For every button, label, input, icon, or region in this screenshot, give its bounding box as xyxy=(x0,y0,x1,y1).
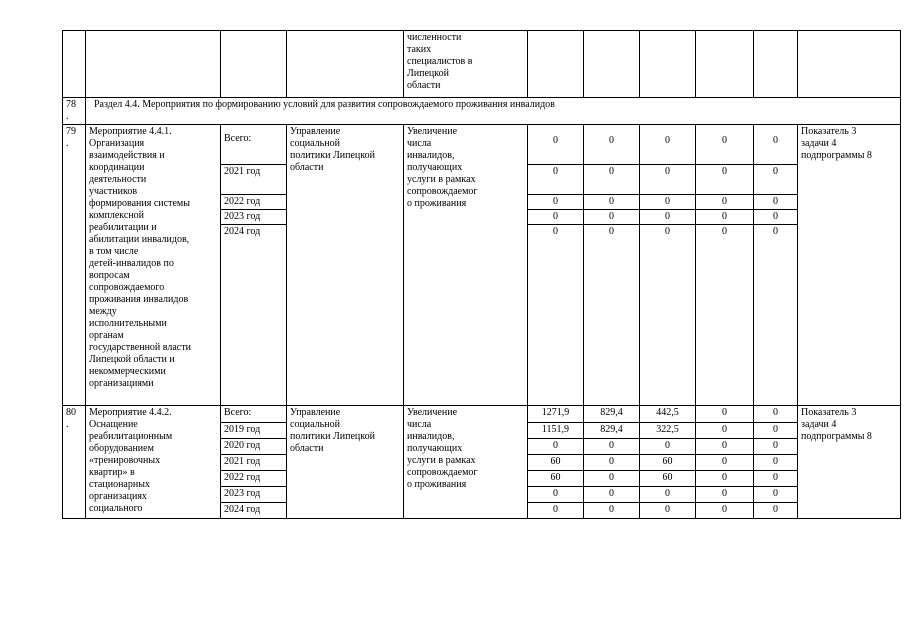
value-cell: 0 xyxy=(754,503,798,519)
value-cell: 829,4 xyxy=(584,406,640,423)
row-number: 80 . xyxy=(63,406,86,519)
cell-v2 xyxy=(584,31,640,98)
value-cell: 0 xyxy=(696,487,754,503)
value-cell: 60 xyxy=(640,455,696,471)
value-cell: 0 xyxy=(584,165,640,195)
section-title: Раздел 4.4. Мероприятия по формированию условий для развития сопровождаемого проживания инвалидов xyxy=(86,98,901,125)
value-cell: 0 xyxy=(696,210,754,225)
table-row-80-total xyxy=(63,406,901,423)
year-label: 2021 год xyxy=(221,165,287,195)
value-cell: 1151,9 xyxy=(528,423,584,439)
value-cell: 0 xyxy=(754,125,798,165)
value-cell: 829,4 xyxy=(584,423,640,439)
continuation-row xyxy=(63,31,901,98)
year-label: 2020 год xyxy=(221,439,287,455)
indicator: Показатель 3 задачи 4 подпрограммы 8 xyxy=(798,125,901,406)
year-label: 2022 год xyxy=(221,195,287,210)
program-table xyxy=(62,30,901,519)
expected-result: Увеличение числа инвалидов, получающих услуги в рамках сопровождаемог о проживания xyxy=(404,125,528,406)
year-label: 2019 год xyxy=(221,423,287,439)
year-label: Всего: xyxy=(221,406,287,423)
year-label: 2022 год xyxy=(221,471,287,487)
value-cell: 60 xyxy=(528,455,584,471)
value-cell: 0 xyxy=(640,225,696,406)
value-cell: 0 xyxy=(528,210,584,225)
value-cell: 0 xyxy=(640,165,696,195)
cell-executor xyxy=(287,31,404,98)
table-row-79-total xyxy=(63,125,901,165)
value-cell: 0 xyxy=(696,503,754,519)
year-label: 2024 год xyxy=(221,503,287,519)
value-cell: 0 xyxy=(584,210,640,225)
year-label: 2021 год xyxy=(221,455,287,471)
value-cell: 0 xyxy=(696,455,754,471)
value-cell: 0 xyxy=(754,455,798,471)
year-label: 2024 год xyxy=(221,225,287,406)
value-cell: 0 xyxy=(584,487,640,503)
value-cell: 1271,9 xyxy=(528,406,584,423)
value-cell: 0 xyxy=(584,439,640,455)
row-number: 79 . xyxy=(63,125,86,406)
value-cell: 0 xyxy=(528,225,584,406)
cell-num xyxy=(63,31,86,98)
cell-v4 xyxy=(696,31,754,98)
value-cell: 0 xyxy=(584,471,640,487)
cell-v3 xyxy=(640,31,696,98)
value-cell: 60 xyxy=(528,471,584,487)
value-cell: 0 xyxy=(528,195,584,210)
cell-measure: численности таких специалистов в Липецкой области xyxy=(404,31,528,98)
value-cell: 0 xyxy=(696,406,754,423)
value-cell: 0 xyxy=(528,165,584,195)
value-cell: 0 xyxy=(640,195,696,210)
value-cell: 0 xyxy=(640,439,696,455)
year-label: 2023 год xyxy=(221,487,287,503)
value-cell: 0 xyxy=(640,487,696,503)
value-cell: 0 xyxy=(754,439,798,455)
section-row-78 xyxy=(63,98,901,125)
value-cell: 0 xyxy=(696,423,754,439)
value-cell: 0 xyxy=(754,423,798,439)
value-cell: 0 xyxy=(528,439,584,455)
value-cell: 0 xyxy=(696,225,754,406)
value-cell: 0 xyxy=(754,210,798,225)
value-cell: 0 xyxy=(696,195,754,210)
value-cell: 0 xyxy=(584,503,640,519)
value-cell: 0 xyxy=(754,165,798,195)
expected-result: Увеличение числа инвалидов, получающих услуги в рамках сопровождаемог о проживания xyxy=(404,406,528,519)
value-cell: 0 xyxy=(584,225,640,406)
cell-v1 xyxy=(528,31,584,98)
value-cell: 0 xyxy=(640,503,696,519)
cell-indicator xyxy=(798,31,901,98)
value-cell: 0 xyxy=(696,439,754,455)
value-cell: 0 xyxy=(640,125,696,165)
value-cell: 0 xyxy=(754,487,798,503)
measure-name: Мероприятие 4.4.2. Оснащение реабилитационным оборудованием «тренировочных квартир» в стационарных организациях социального xyxy=(86,406,221,519)
year-label: Всего: xyxy=(221,125,287,165)
cell-v5 xyxy=(754,31,798,98)
value-cell: 0 xyxy=(528,125,584,165)
value-cell: 0 xyxy=(754,471,798,487)
value-cell: 0 xyxy=(528,503,584,519)
indicator: Показатель 3 задачи 4 подпрограммы 8 xyxy=(798,406,901,519)
value-cell: 0 xyxy=(640,210,696,225)
year-label: 2023 год xyxy=(221,210,287,225)
value-cell: 442,5 xyxy=(640,406,696,423)
value-cell: 0 xyxy=(528,487,584,503)
value-cell: 0 xyxy=(754,225,798,406)
value-cell: 60 xyxy=(640,471,696,487)
value-cell: 0 xyxy=(754,195,798,210)
executor: Управление социальной политики Липецкой области xyxy=(287,406,404,519)
value-cell: 0 xyxy=(754,406,798,423)
cell-name xyxy=(86,31,221,98)
value-cell: 0 xyxy=(696,471,754,487)
value-cell: 322,5 xyxy=(640,423,696,439)
value-cell: 0 xyxy=(696,165,754,195)
value-cell: 0 xyxy=(696,125,754,165)
value-cell: 0 xyxy=(584,455,640,471)
value-cell: 0 xyxy=(584,195,640,210)
measure-name: Мероприятие 4.4.1. Организация взаимодействия и координации деятельности участников формирования системы комплексной реабилитации и абилитации инвалидов, в том числе детей-инвалидов по вопросам сопровождаемого проживания инвалидов между исполнительными органам государственной власти Липецкой области и некоммерческими организациями xyxy=(86,125,221,406)
executor: Управление социальной политики Липецкой области xyxy=(287,125,404,406)
row-number: 78 . xyxy=(63,98,86,125)
value-cell: 0 xyxy=(584,125,640,165)
cell-year xyxy=(221,31,287,98)
